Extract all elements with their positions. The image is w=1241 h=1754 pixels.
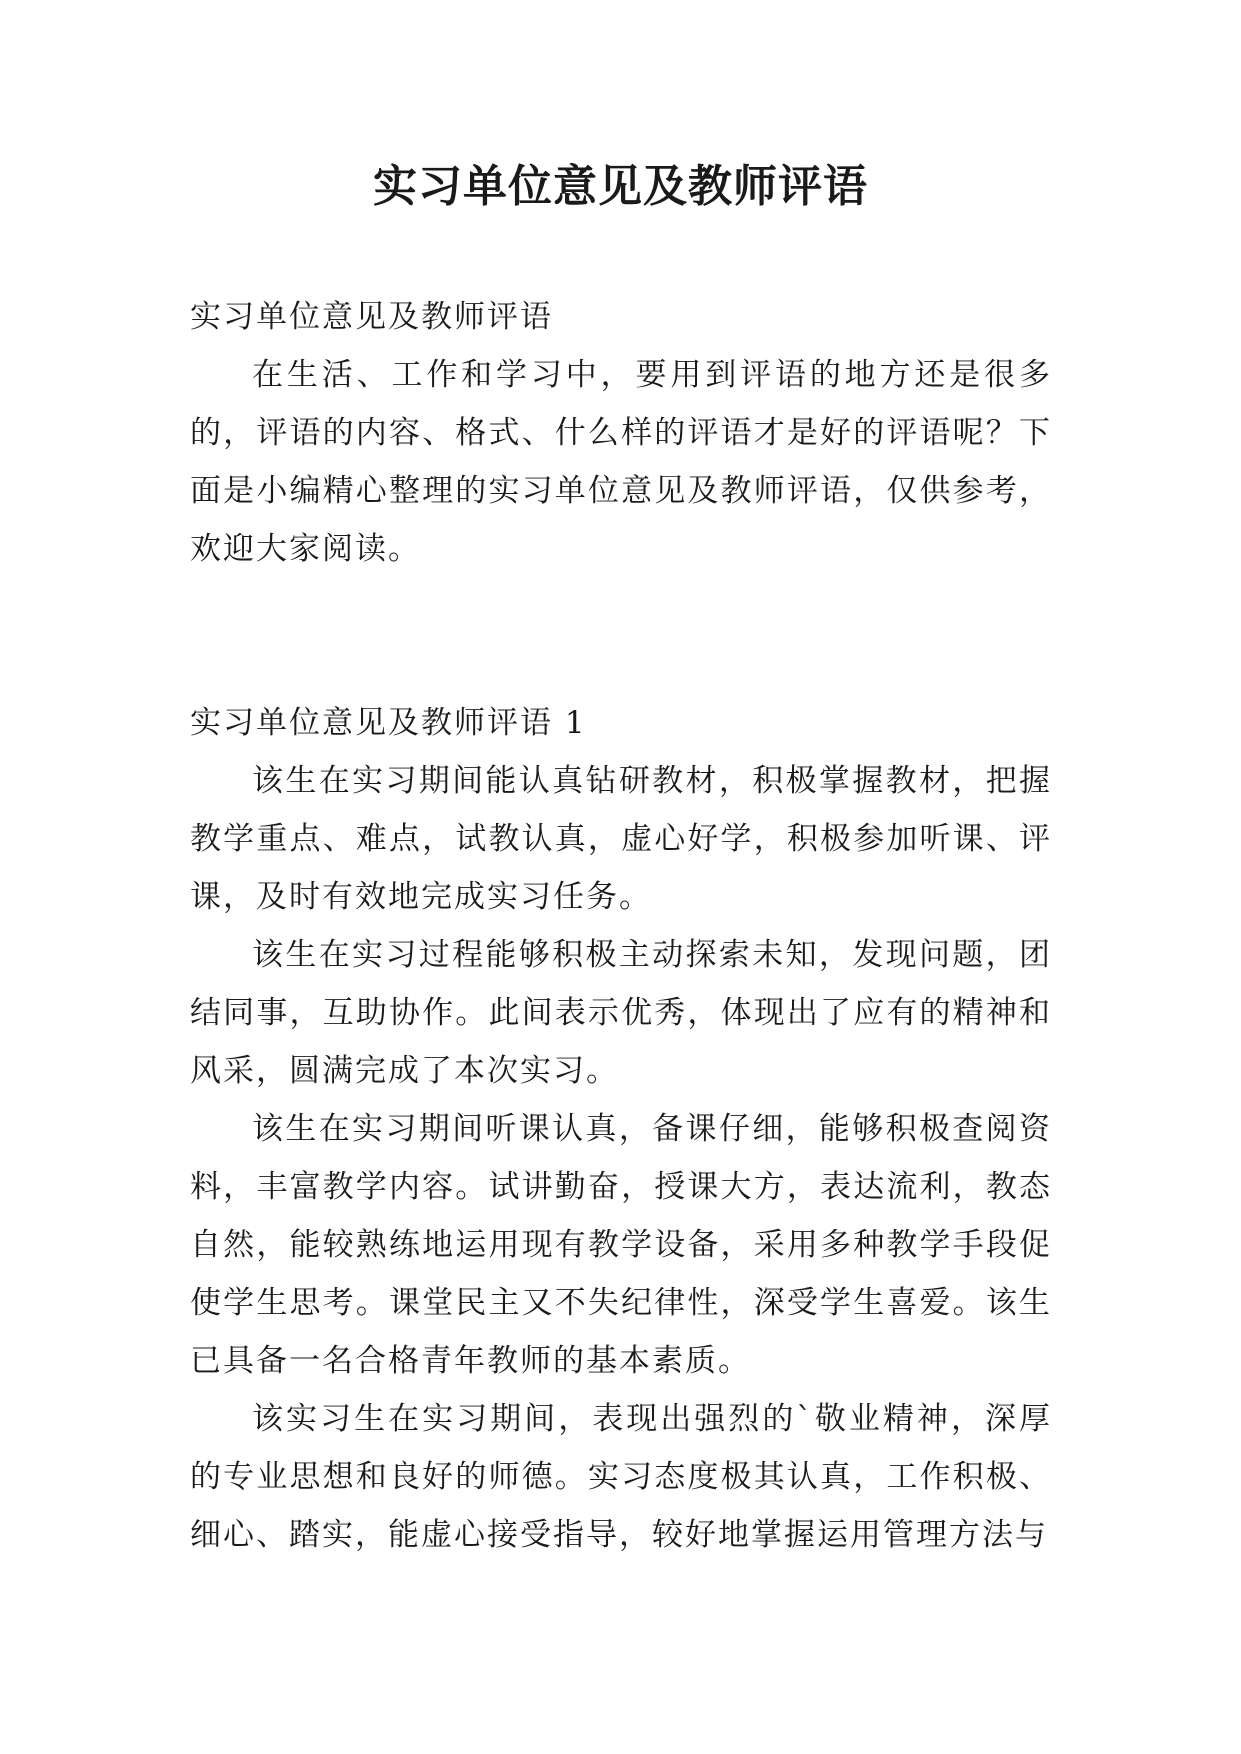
section-1-paragraph-4: 该实习生在实习期间，表现出强烈的`敬业精神，深厚的专业思想和良好的师德。实习态度极其认真，工作积极、细心、踏实，能虚心接受指导，较好地掌握运用管理方法与 xyxy=(190,1401,1052,1553)
section-spacer xyxy=(190,578,1052,694)
section-1-paragraph-3: 该生在实习期间听课认真，备课仔细，能够积极查阅资料，丰富教学内容。试讲勤奋，授课大方，表达流利，教态自然，能较熟练地运用现有教学设备，采用多种教学手段促使学生思考。课堂民主又不失纪律性，深受学生喜爱。该生已具备一名合格青年教师的基本素质。 xyxy=(190,1111,1052,1379)
section-1-paragraph-1: 该生在实习期间能认真钻研教材，积极掌握教材，把握教学重点、难点，试教认真，虚心好学，积极参加听课、评课，及时有效地完成实习任务。 xyxy=(190,763,1052,915)
intro-heading: 实习单位意见及教师评语 xyxy=(190,299,553,335)
section-1-paragraph-2: 该生在实习过程能够积极主动探索未知，发现问题，团结同事，互助协作。此间表示优秀，体现出了应有的精神和风采，圆满完成了本次实习。 xyxy=(190,937,1052,1089)
intro-paragraph: 在生活、工作和学习中，要用到评语的地方还是很多的，评语的内容、格式、什么样的评语才是好的评语呢？下面是小编精心整理的实习单位意见及教师评语，仅供参考，欢迎大家阅读。 xyxy=(190,357,1052,567)
section-1-heading: 实习单位意见及教师评语 1 xyxy=(190,705,587,741)
document-title: 实习单位意见及教师评语 xyxy=(373,161,868,212)
document-body xyxy=(190,288,1052,1564)
